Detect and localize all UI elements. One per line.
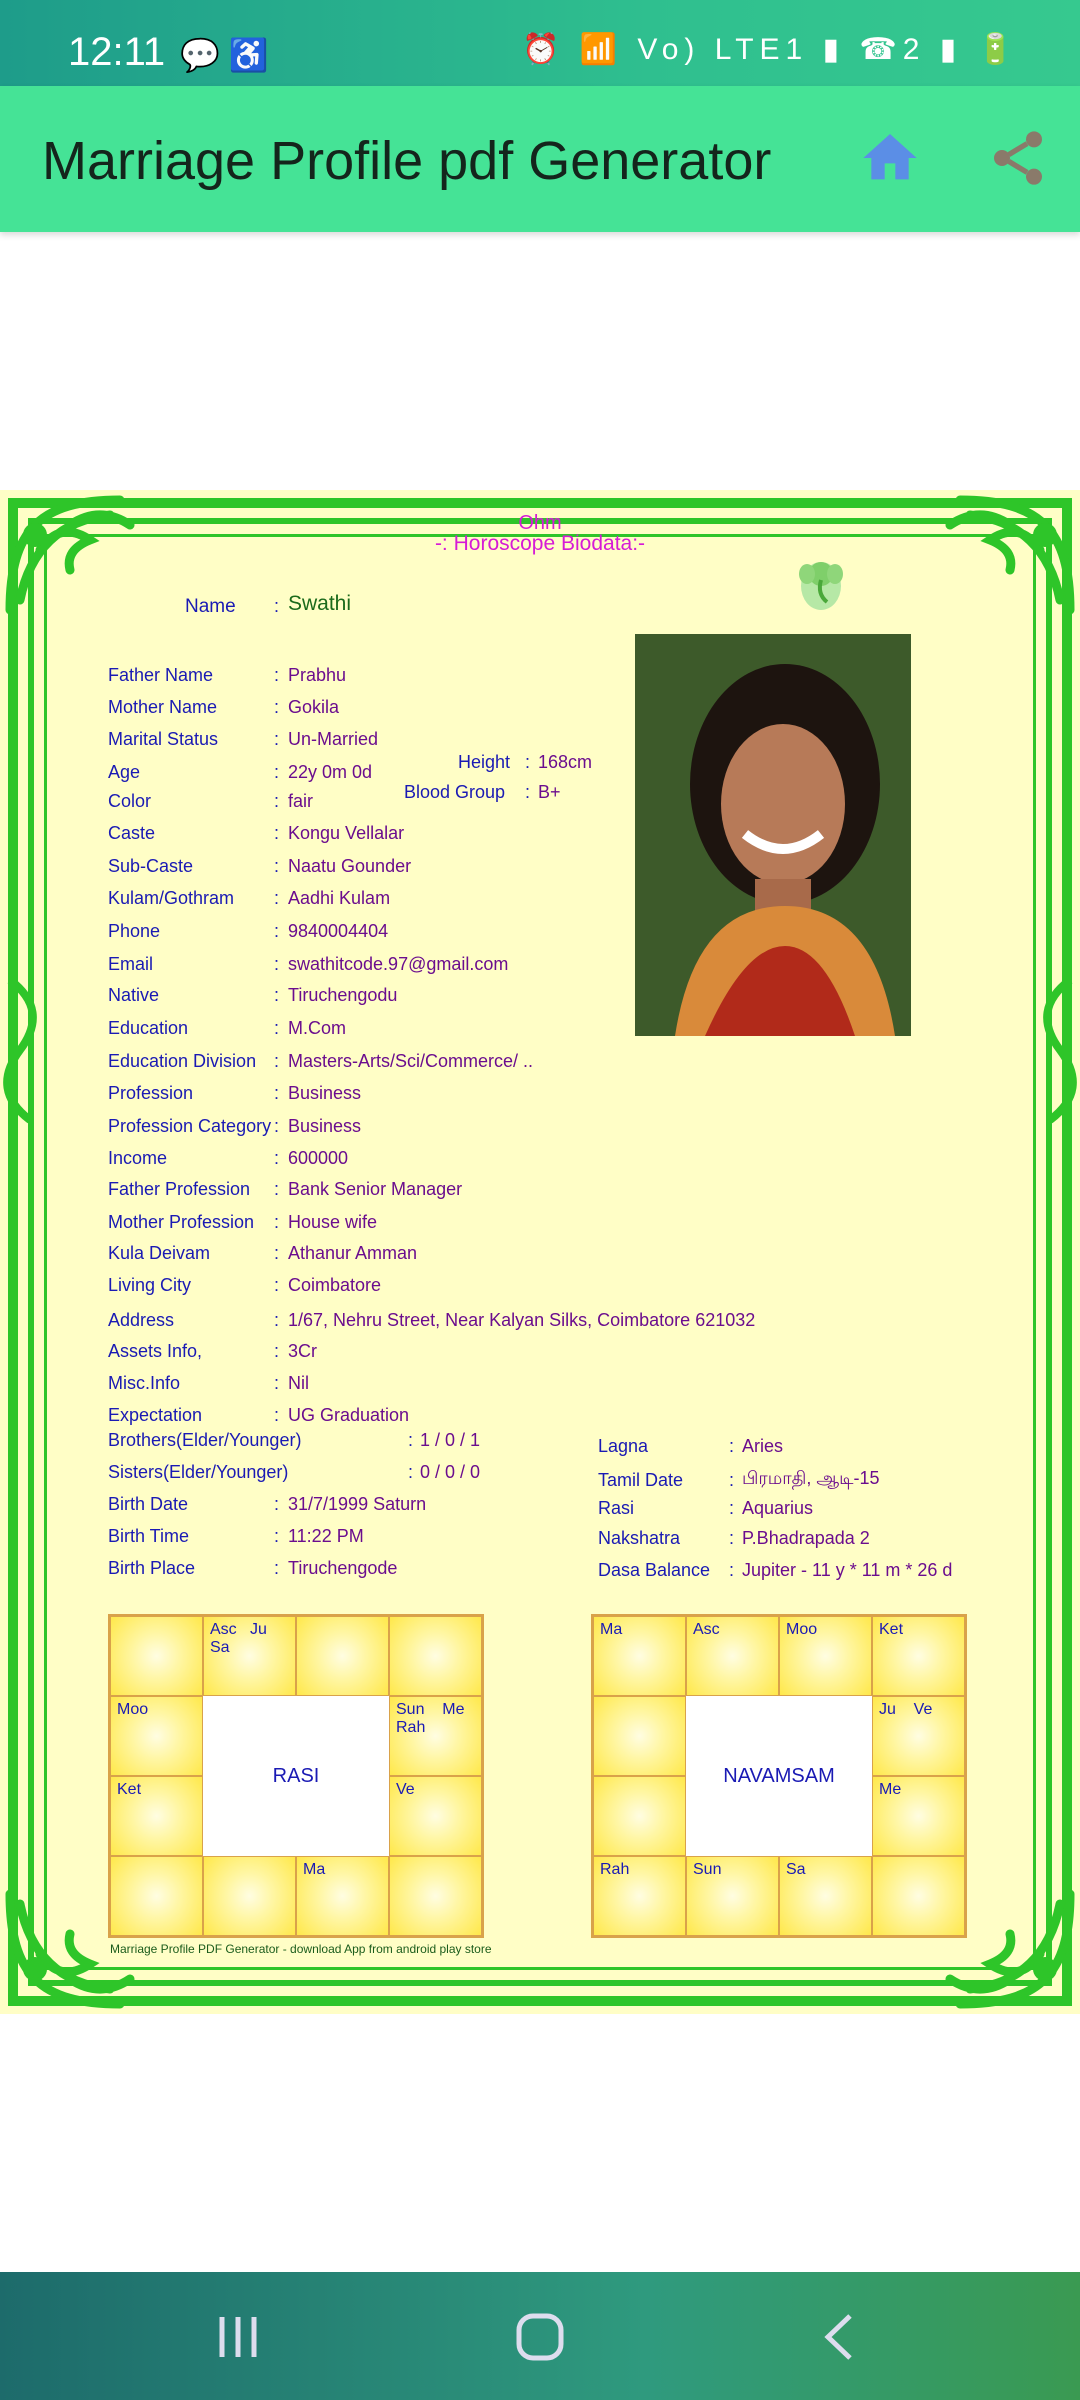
- back-icon[interactable]: [812, 2312, 872, 2362]
- profession-category-value: Business: [288, 1116, 362, 1136]
- assets-info-value: 3Cr: [288, 1341, 318, 1361]
- height-label: Height: [458, 752, 511, 772]
- rasi-chart-center: RASI: [203, 1696, 389, 1856]
- misc-info-label: Misc.Info: [108, 1373, 181, 1393]
- native-value: Tiruchengodu: [288, 985, 398, 1005]
- navamsam-chart-house: Sun: [686, 1856, 779, 1936]
- navamsam-chart: [591, 1614, 967, 1938]
- sub-caste-value: Naatu Gounder: [288, 856, 412, 876]
- nakshatra-label: Nakshatra: [598, 1528, 681, 1548]
- colon: :: [274, 1243, 280, 1263]
- colon: :: [274, 1179, 280, 1199]
- app-title: Marriage Profile pdf Generator: [42, 131, 772, 191]
- name-label: Name: [185, 596, 236, 617]
- birth-date-label: Birth Date: [108, 1494, 189, 1514]
- colon: :: [274, 697, 280, 717]
- navamsam-chart-house: Ket: [872, 1616, 965, 1696]
- navamsam-chart-house: Rah: [593, 1856, 686, 1936]
- colon: :: [729, 1470, 735, 1490]
- rasi-chart-house: [110, 1616, 203, 1696]
- colon: :: [729, 1498, 735, 1518]
- kulam-gothram-value: Aadhi Kulam: [288, 888, 391, 908]
- native-label: Native: [108, 985, 160, 1005]
- colon: :: [729, 1528, 735, 1548]
- home-icon[interactable]: [858, 126, 922, 190]
- lagna-value: Aries: [742, 1436, 784, 1456]
- assets-info-label: Assets Info,: [108, 1341, 203, 1361]
- share-icon[interactable]: [986, 126, 1050, 190]
- profile-photo: [635, 634, 911, 1036]
- colon: :: [274, 1018, 280, 1038]
- colon: :: [274, 1405, 280, 1425]
- rasi-chart-house: [203, 1856, 296, 1936]
- phone-label: Phone: [108, 921, 161, 941]
- colon: :: [274, 1558, 280, 1578]
- side-ornament-icon: [1020, 970, 1080, 1130]
- kula-deivam-value: Athanur Amman: [288, 1243, 418, 1263]
- birth-date-value: 31/7/1999 Saturn: [288, 1494, 427, 1514]
- colon: :: [274, 665, 280, 685]
- birth-time-value: 11:22 PM: [288, 1526, 364, 1546]
- age-value: 22y 0m 0d: [288, 762, 373, 782]
- rasi-chart-house: Sun Me Rah: [389, 1696, 482, 1776]
- rasi-value: Aquarius: [742, 1498, 814, 1518]
- recent-apps-icon[interactable]: [208, 2312, 268, 2362]
- profession-label: Profession: [108, 1083, 194, 1103]
- navamsam-chart-house: [872, 1856, 965, 1936]
- sub-caste-label: Sub-Caste: [108, 856, 194, 876]
- brothers-label: Brothers(Elder/Younger): [108, 1430, 302, 1450]
- colon: :: [274, 729, 280, 749]
- rasi-chart-house: Ma: [296, 1856, 389, 1936]
- height-value: 168cm: [538, 752, 593, 772]
- dasa-balance-label: Dasa Balance: [598, 1560, 711, 1580]
- income-value: 600000: [288, 1148, 349, 1168]
- rasi-label: Rasi: [598, 1498, 635, 1518]
- income-label: Income: [108, 1148, 168, 1168]
- app-bar: [0, 86, 1080, 232]
- colon: :: [274, 596, 280, 616]
- father-profession-value: Bank Senior Manager: [288, 1179, 463, 1199]
- birth-place-value: Tiruchengode: [288, 1558, 398, 1578]
- navigation-bar: [0, 2272, 1080, 2400]
- navamsam-chart-house: Asc: [686, 1616, 779, 1696]
- colon: :: [408, 1430, 414, 1450]
- colon: :: [274, 1148, 280, 1168]
- living-city-label: Living City: [108, 1275, 192, 1295]
- colon: :: [408, 1462, 414, 1482]
- colon: :: [274, 791, 280, 811]
- mother-name-value: Gokila: [288, 697, 340, 717]
- address-label: Address: [108, 1310, 175, 1330]
- mother-profession-label: Mother Profession: [108, 1212, 255, 1232]
- colon: :: [274, 1373, 280, 1393]
- notification-icons: 💬 ♿: [180, 37, 269, 73]
- age-label: Age: [108, 762, 141, 782]
- status-time: 12:11: [68, 30, 166, 74]
- biodata-heading: -: Horoscope Biodata:-: [434, 532, 646, 555]
- father-name-value: Prabhu: [288, 665, 347, 685]
- colon: :: [274, 1526, 280, 1546]
- kulam-gothram-label: Kulam/Gothram: [108, 888, 235, 908]
- colon: :: [274, 954, 280, 974]
- navamsam-chart-house: [593, 1776, 686, 1856]
- colon: :: [274, 1310, 280, 1330]
- footer-note: Marriage Profile PDF Generator - download App from android play store: [110, 1942, 492, 1956]
- navamsam-chart-house: Ma: [593, 1616, 686, 1696]
- color-label: Color: [108, 791, 152, 811]
- marital-status-value: Un-Married: [288, 729, 379, 749]
- colon: :: [525, 782, 531, 802]
- kula-deivam-label: Kula Deivam: [108, 1243, 211, 1263]
- rasi-chart-house: Moo: [110, 1696, 203, 1776]
- colon: :: [274, 1212, 280, 1232]
- navamsam-chart-house: Ju Ve: [872, 1696, 965, 1776]
- email-value: swathitcode.97@gmail.com: [288, 954, 509, 974]
- ganesha-icon: [793, 552, 849, 614]
- mother-profession-value: House wife: [288, 1212, 378, 1232]
- sisters-value: 0 / 0 / 0: [420, 1462, 481, 1482]
- colon: :: [274, 1341, 280, 1361]
- colon: :: [274, 888, 280, 908]
- blood-group-label: Blood Group: [404, 782, 506, 802]
- brothers-value: 1 / 0 / 1: [420, 1430, 481, 1450]
- colon: :: [274, 856, 280, 876]
- dasa-balance-value: Jupiter - 11 y * 11 m * 26 d: [742, 1560, 953, 1580]
- rasi-chart-house: [389, 1616, 482, 1696]
- marital-status-label: Marital Status: [108, 729, 219, 749]
- education-label: Education: [108, 1018, 189, 1038]
- colon: :: [274, 985, 280, 1005]
- status-bar: [0, 0, 1080, 86]
- rasi-chart: [108, 1614, 484, 1938]
- rasi-chart-house: Ve: [389, 1776, 482, 1856]
- navamsam-chart-center: NAVAMSAM: [686, 1696, 872, 1856]
- education-division-value: Masters-Arts/Sci/Commerce/ ..: [288, 1051, 534, 1071]
- birth-time-label: Birth Time: [108, 1526, 190, 1546]
- colon: :: [274, 1051, 280, 1071]
- colon: :: [274, 1116, 280, 1136]
- father-profession-label: Father Profession: [108, 1179, 251, 1199]
- rasi-chart-house: [110, 1856, 203, 1936]
- color-value: fair: [288, 791, 314, 811]
- colon: :: [525, 752, 531, 772]
- caste-value: Kongu Vellalar: [288, 823, 405, 843]
- colon: :: [729, 1560, 735, 1580]
- colon: :: [274, 1083, 280, 1103]
- mother-name-label: Mother Name: [108, 697, 218, 717]
- name-value: Swathi: [288, 592, 352, 615]
- navamsam-chart-house: [593, 1696, 686, 1776]
- lagna-label: Lagna: [598, 1436, 649, 1456]
- tamil-date-value: பிரமாதி, ஆடி-15: [742, 1468, 880, 1488]
- colon: :: [274, 762, 280, 782]
- profession-category-label: Profession Category: [108, 1116, 272, 1136]
- colon: :: [274, 921, 280, 941]
- email-label: Email: [108, 954, 154, 974]
- education-value: M.Com: [288, 1018, 346, 1038]
- colon: :: [274, 823, 280, 843]
- blood-group-value: B+: [538, 782, 561, 802]
- rasi-chart-house: [389, 1856, 482, 1936]
- rasi-chart-house: Ket: [110, 1776, 203, 1856]
- birth-place-label: Birth Place: [108, 1558, 196, 1578]
- rasi-chart-house: Asc Ju Sa: [203, 1616, 296, 1696]
- caste-label: Caste: [108, 823, 156, 843]
- nakshatra-value: P.Bhadrapada 2: [742, 1528, 870, 1548]
- home-nav-icon[interactable]: [510, 2312, 570, 2362]
- rasi-chart-house: [296, 1616, 389, 1696]
- biodata-document: [0, 490, 1080, 2014]
- address-value: 1/67, Nehru Street, Near Kalyan Silks, Coimbatore 621032: [288, 1310, 756, 1330]
- navamsam-chart-house: Moo: [779, 1616, 872, 1696]
- system-status-icons: ⏰ 📶 Vo) LTE1 ▮ ☎2 ▮ 🔋: [522, 33, 1020, 66]
- living-city-value: Coimbatore: [288, 1275, 382, 1295]
- father-name-label: Father Name: [108, 665, 214, 685]
- expectation-value: UG Graduation: [288, 1405, 410, 1425]
- expectation-label: Expectation: [108, 1405, 203, 1425]
- ohm-title: Ohm: [518, 512, 562, 534]
- education-division-label: Education Division: [108, 1051, 257, 1071]
- sisters-label: Sisters(Elder/Younger): [108, 1462, 289, 1482]
- tamil-date-label: Tamil Date: [598, 1470, 684, 1490]
- phone-value: 9840004404: [288, 921, 389, 941]
- misc-info-value: Nil: [288, 1373, 309, 1393]
- side-ornament-icon: [0, 970, 60, 1130]
- colon: :: [274, 1275, 280, 1295]
- profession-value: Business: [288, 1083, 362, 1103]
- navamsam-chart-house: Me: [872, 1776, 965, 1856]
- navamsam-chart-house: Sa: [779, 1856, 872, 1936]
- colon: :: [274, 1494, 280, 1514]
- colon: :: [729, 1436, 735, 1456]
